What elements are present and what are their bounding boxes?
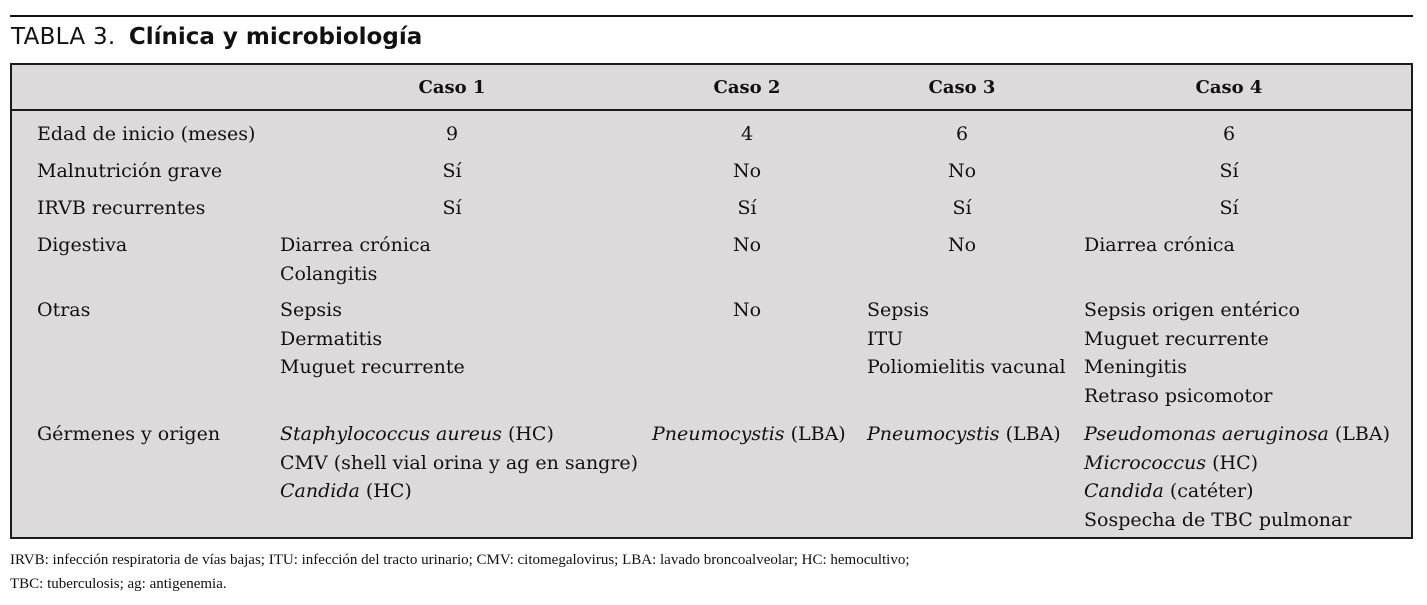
cell-malnutricion-caso-1: Sí (442, 160, 462, 182)
cell-germenes-caso-4 (1084, 420, 1390, 534)
cell-line (280, 477, 638, 506)
cell-edad-caso-3: 6 (955, 123, 969, 145)
cell-edad-caso-1: 9 (445, 123, 459, 145)
cell-irvb-caso-2: Sí (737, 197, 757, 219)
germ-name: Candida (280, 480, 360, 502)
cell-line: ITU (867, 327, 904, 350)
cell-otras-caso-4 (1084, 296, 1300, 410)
cell-line: Colangitis (280, 262, 378, 285)
cell-otras-caso-3 (867, 296, 1066, 382)
table-footnote (10, 548, 1410, 596)
germ-source: (catéter) (1163, 480, 1254, 502)
cell-line: Sospecha de TBC pulmonar (1084, 508, 1352, 531)
header-caso-3: Caso 3 (928, 77, 996, 98)
cell-line: Meningitis (1084, 356, 1187, 378)
cell-line (867, 420, 1061, 449)
cell-line: Dermatitis (280, 327, 383, 350)
cell-germenes-caso-3 (867, 420, 1061, 449)
cell-line (280, 420, 638, 449)
table-name: Clínica y microbiología (128, 24, 423, 50)
cell-line: CMV (shell vial orina y ag en sangre) (280, 451, 639, 474)
cell-line (1084, 449, 1390, 478)
cell-germenes-caso-2 (652, 420, 846, 449)
cell-line: Sepsis origen entérico (1084, 299, 1300, 321)
germ-name: Staphylococcus aureus (280, 423, 502, 445)
cell-malnutricion-caso-4: Sí (1219, 160, 1239, 182)
cell-line: Diarrea crónica (1084, 234, 1235, 256)
germ-source: (LBA) (784, 423, 846, 445)
cell-digestiva-caso-2: No (732, 234, 762, 256)
germ-source: (HC) (1206, 451, 1259, 474)
cell-line (1084, 420, 1390, 449)
germ-name: Micrococcus (1084, 451, 1207, 474)
table-label: TABLA 3. (11, 24, 116, 50)
data-table (10, 63, 1413, 539)
cell-malnutricion-caso-3: No (947, 160, 977, 182)
germ-source: (HC) (359, 480, 412, 502)
cell-line (1084, 477, 1390, 506)
cell-germenes-caso-1 (280, 420, 638, 506)
germ-name: Pneumocystis (652, 423, 785, 445)
cell-irvb-caso-1: Sí (442, 197, 462, 219)
row-label-digestiva: Digestiva (37, 234, 128, 256)
cell-line: Muguet recurrente (280, 356, 465, 378)
cell-digestiva-caso-4 (1084, 231, 1235, 260)
header-caso-4: Caso 4 (1195, 77, 1263, 98)
row-label-malnutricion: Malnutrición grave (37, 160, 223, 182)
germ-source: (LBA) (1328, 423, 1390, 445)
cell-line: Poliomielitis vacunal (867, 356, 1066, 378)
germ-source: (HC) (501, 423, 554, 445)
cell-otras-caso-2: No (732, 299, 762, 321)
row-label-irvb: IRVB recurrentes (37, 197, 206, 219)
cell-line: Diarrea crónica (280, 234, 431, 256)
cell-otras-caso-1 (280, 296, 465, 382)
germ-name: Pneumocystis (867, 423, 1000, 445)
germ-source: (LBA) (999, 423, 1061, 445)
cell-irvb-caso-4: Sí (1219, 197, 1239, 219)
cell-line: Retraso psicomotor (1084, 384, 1273, 407)
row-label-otras: Otras (37, 299, 91, 321)
cell-edad-caso-2: 4 (740, 123, 754, 145)
header-rule (12, 109, 1411, 111)
cell-line (652, 420, 846, 449)
row-label-edad: Edad de inicio (meses) (37, 123, 256, 145)
cell-digestiva-caso-3: No (947, 234, 977, 256)
row-label-germenes: Gérmenes y origen (37, 423, 221, 445)
cell-digestiva-caso-1 (280, 231, 431, 288)
cell-line: Sepsis (867, 299, 930, 321)
footnote-line-1: IRVB: infección respiratoria de vías bajas; ITU: infección del tracto urinario; CMV: citomegalovirus; LBA: lavado broncoalveolar; HC: hemocultivo; (10, 552, 910, 568)
cell-malnutricion-caso-2: No (732, 160, 762, 182)
cell-irvb-caso-3: Sí (952, 197, 972, 219)
cell-edad-caso-4: 6 (1222, 123, 1236, 145)
cell-line: Muguet recurrente (1084, 327, 1269, 350)
germ-name: Pseudomonas aeruginosa (1084, 423, 1329, 445)
top-rule (10, 15, 1413, 17)
footnote-line-2: TBC: tuberculosis; ag: antigenemia. (10, 576, 227, 592)
header-caso-1: Caso 1 (418, 77, 486, 98)
cell-line: Sepsis (280, 299, 343, 321)
table-title (11, 22, 422, 52)
germ-name: Candida (1084, 480, 1164, 502)
header-caso-2: Caso 2 (713, 77, 781, 98)
